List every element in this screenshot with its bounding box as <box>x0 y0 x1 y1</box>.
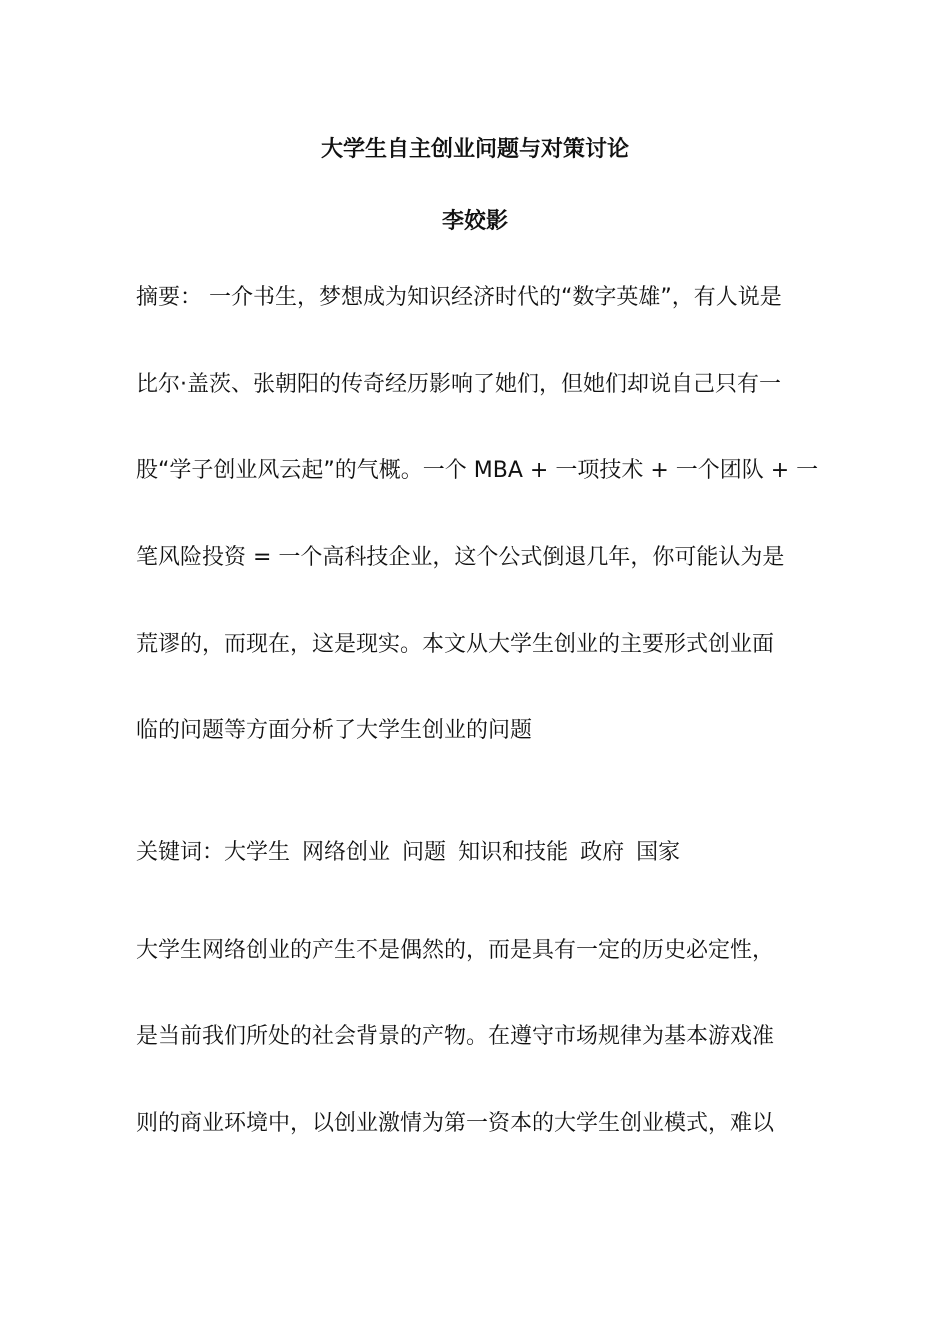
keyword: 知识和技能 <box>458 840 569 865</box>
body-line: 大学生网络创业的产生不是偶然的，而是具有一定的历史必定性， <box>136 938 775 963</box>
body-line: 是当前我们所处的社会背景的产物。在遵守市场规律为基本游戏准 <box>136 1024 775 1049</box>
abstract-line: 笔风险投资 = 一个高科技企业，这个公式倒退几年，你可能认为是 <box>136 545 785 570</box>
keyword: 国家 <box>636 840 681 865</box>
abstract-line: 临的问题等方面分析了大学生创业的问题 <box>136 718 533 743</box>
body-line: 则的商业环境中，以创业激情为第一资本的大学生创业模式，难以 <box>136 1111 775 1136</box>
document-author: 李姣影 <box>441 209 508 234</box>
document-title: 大学生自主创业问题与对策讨论 <box>320 137 629 162</box>
abstract-line: 股“学子创业风云起”的气概。一个 MBA + 一项技术 + 一个团队 + 一 <box>136 458 819 483</box>
abstract-line: 摘要： 一介书生，梦想成为知识经济时代的“数字英雄”，有人说是 <box>136 285 782 310</box>
keywords-line <box>136 837 826 869</box>
keyword: 问题 <box>402 840 447 865</box>
keyword: 政府 <box>580 840 625 865</box>
abstract-line: 比尔·盖茨、张朝阳的传奇经历影响了她们，但她们却说自己只有一 <box>136 372 781 397</box>
keyword: 大学生 <box>224 840 291 865</box>
keyword: 网络创业 <box>302 840 391 865</box>
abstract-line: 荒谬的，而现在，这是现实。本文从大学生创业的主要形式创业面 <box>136 632 775 657</box>
keywords-label: 关键词： <box>136 840 225 865</box>
